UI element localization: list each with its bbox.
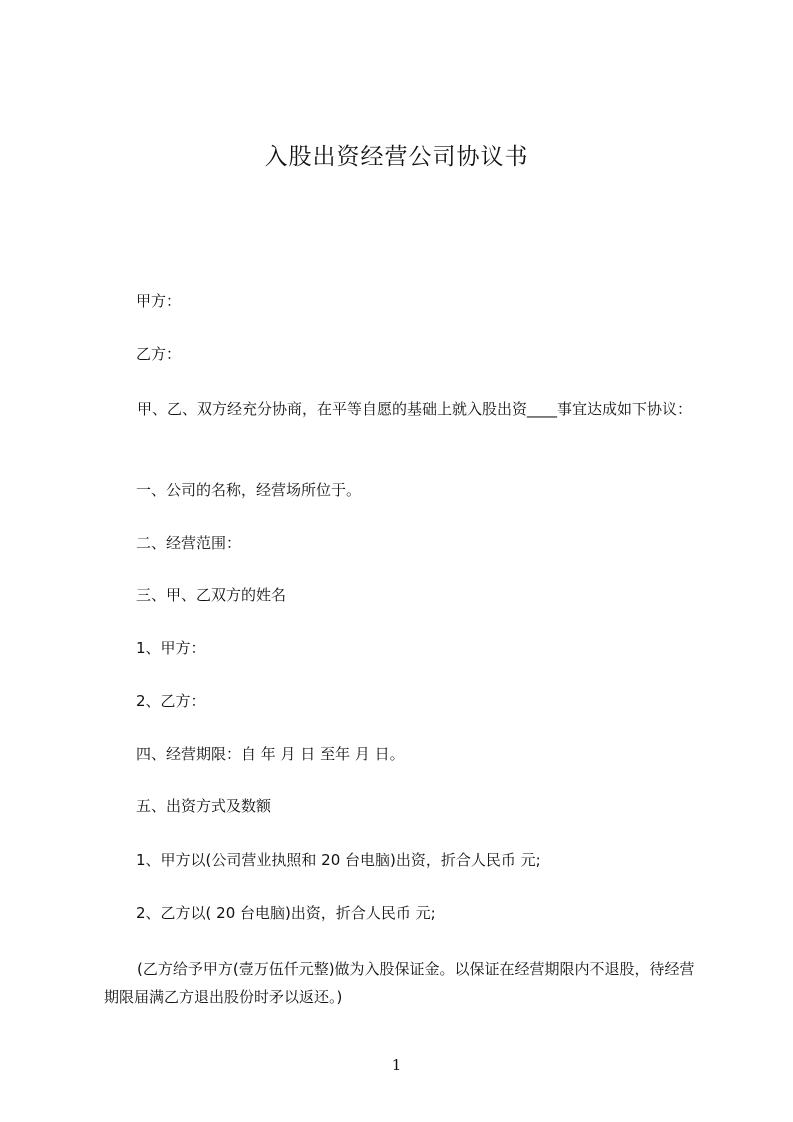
deposit-note-paragraph <box>104 955 704 1011</box>
document-title: 入股出资经营公司协议书 <box>264 144 529 170</box>
clause-5-item-party-b: 2、乙方以( 20 台电脑)出资，折合人民币 元; <box>136 904 436 922</box>
clause-3-item-party-a: 1、甲方： <box>136 639 206 657</box>
preamble-paragraph <box>104 395 704 423</box>
clause-5-item-party-a: 1、甲方以(公司营业执照和 20 台电脑)出资，折合人民币 元; <box>136 851 541 869</box>
party-b-line: 乙方： <box>136 345 182 363</box>
page-number: 1 <box>391 1056 402 1074</box>
clause-4-term: 四、经营期限：自 年 月 日 至年 月 日。 <box>136 745 405 763</box>
clause-3-party-names: 三、甲、乙双方的姓名 <box>136 586 287 604</box>
clause-1-company-name: 一、公司的名称，经营场所位于。 <box>136 481 362 499</box>
clause-3-item-party-b: 2、乙方： <box>136 692 206 710</box>
preamble-text: 甲、乙、双方经充分协商，在平等自愿的基础上就入股出资____事宜达成如下协议： <box>137 400 693 418</box>
clause-2-business-scope: 二、经营范围： <box>136 534 242 552</box>
clause-5-contribution: 五、出资方式及数额 <box>136 797 272 815</box>
party-a-line: 甲方： <box>136 292 182 310</box>
deposit-note-text: (乙方给予甲方(壹万伍仟元整)做为入股保证金。以保证在经营期限内不退股，待经营期限届满乙方退出股份时矛以返还。) <box>104 960 695 1006</box>
